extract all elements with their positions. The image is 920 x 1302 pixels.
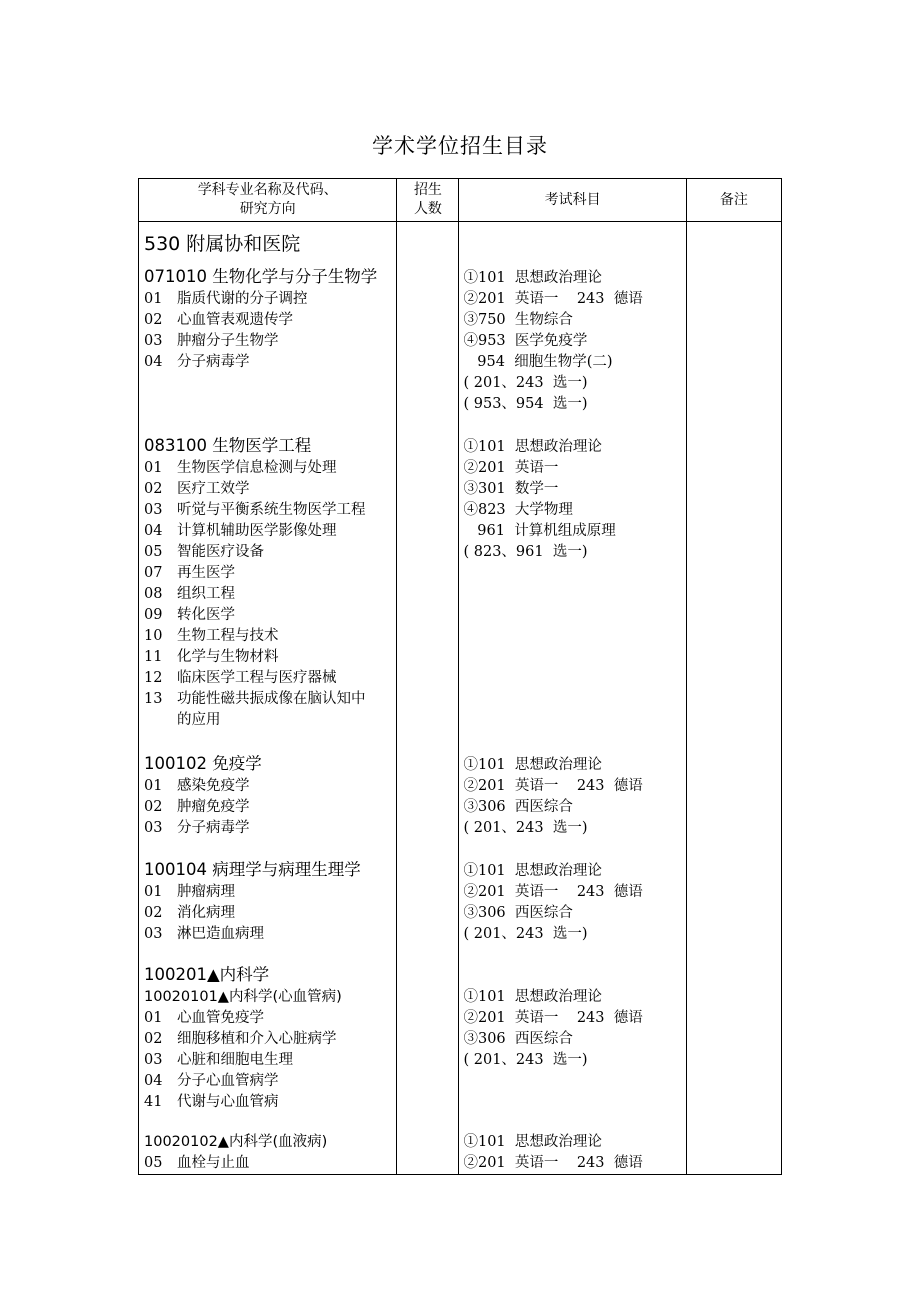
header-major-line2: 研究方向 (239, 201, 296, 217)
direction-item: 12 临床医学工程与医疗器械 (144, 670, 337, 686)
exam-line: ①101 思想政治理论 (463, 1134, 602, 1150)
header-quota (397, 179, 459, 222)
exam-line: ①101 思想政治理论 (463, 439, 602, 455)
direction-item: 05 血栓与止血 (144, 1155, 250, 1171)
major-title: 100102 免疫学 (144, 754, 262, 773)
direction-item: 03 分子病毒学 (144, 820, 250, 836)
exam-line: 961 计算机组成原理 (463, 523, 616, 539)
exam-line: ②201 英语一 (463, 460, 559, 476)
remarks-cell (686, 222, 781, 1175)
exams-cell (459, 222, 686, 1175)
direction-item: 08 组织工程 (144, 586, 235, 602)
sub-major-title: 10020102▲内科学(血液病) (144, 1134, 328, 1150)
direction-item: 01 肿瘤病理 (144, 884, 235, 900)
exam-line: ( 201、243 选一) (463, 926, 588, 942)
direction-item: 07 再生医学 (144, 565, 235, 581)
exam-line: ①101 思想政治理论 (463, 863, 602, 879)
major-title: 100201▲内科学 (144, 965, 270, 984)
header-quota-line2: 人数 (413, 201, 442, 217)
exam-line: ( 823、961 选一) (463, 544, 588, 560)
major-title: 083100 生物医学工程 (144, 436, 312, 455)
exam-line: ③306 西医综合 (463, 799, 573, 815)
direction-item: 01 心血管免疫学 (144, 1010, 264, 1026)
direction-item: 02 细胞移植和介入心脏病学 (144, 1031, 337, 1047)
table-header-row (139, 179, 782, 222)
direction-item: 01 感染免疫学 (144, 778, 250, 794)
exam-line: ②201 英语一 243 德语 (463, 778, 643, 794)
exam-line: ( 953、954 选一) (463, 396, 588, 412)
direction-item: 05 智能医疗设备 (144, 544, 264, 560)
header-major (139, 179, 397, 222)
exam-line: ②201 英语一 243 德语 (463, 1010, 643, 1026)
direction-item: 04 计算机辅助医学影像处理 (144, 523, 337, 539)
exam-line: 954 细胞生物学(二) (463, 354, 613, 370)
direction-item: 02 消化病理 (144, 905, 235, 921)
page-title: 学术学位招生目录 (372, 134, 548, 158)
direction-item: 03 淋巴造血病理 (144, 926, 264, 942)
header-major-line1: 学科专业名称及代码、 (197, 182, 338, 198)
header-exams: 考试科目 (459, 179, 686, 222)
major-cell (139, 222, 397, 1175)
direction-item-continuation: 的应用 (177, 712, 221, 728)
catalog-table (138, 178, 782, 1175)
department-title: 530 附属协和医院 (144, 233, 301, 255)
major-title: 100104 病理学与病理生理学 (144, 860, 361, 879)
exam-line: ③306 西医综合 (463, 1031, 573, 1047)
exam-line: ②201 英语一 243 德语 (463, 291, 643, 307)
quota-cell (397, 222, 459, 1175)
exam-line: ( 201、243 选一) (463, 375, 588, 391)
direction-item: 02 医疗工效学 (144, 481, 250, 497)
direction-item: 04 分子病毒学 (144, 354, 250, 370)
table-body-row (139, 222, 782, 1175)
exam-line: ④823 大学物理 (463, 502, 573, 518)
direction-item: 13 功能性磁共振成像在脑认知中 (144, 691, 366, 707)
exam-line: ③750 生物综合 (463, 312, 573, 328)
exam-line: ( 201、243 选一) (463, 820, 588, 836)
sub-major-title: 10020101▲内科学(心血管病) (144, 989, 342, 1005)
exam-line: ③306 西医综合 (463, 905, 573, 921)
exam-line: ④953 医学免疫学 (463, 333, 588, 349)
header-quota-line1: 招生 (413, 182, 442, 198)
direction-item: 41 代谢与心血管病 (144, 1094, 279, 1110)
exam-line: ①101 思想政治理论 (463, 989, 602, 1005)
direction-item: 01 生物医学信息检测与处理 (144, 460, 337, 476)
header-remarks: 备注 (686, 179, 781, 222)
direction-item: 11 化学与生物材料 (144, 649, 279, 665)
direction-item: 02 肿瘤免疫学 (144, 799, 250, 815)
exam-line: ②201 英语一 243 德语 (463, 884, 643, 900)
exam-line: ③301 数学一 (463, 481, 559, 497)
direction-item: 01 脂质代谢的分子调控 (144, 291, 308, 307)
direction-item: 03 心脏和细胞电生理 (144, 1052, 293, 1068)
exam-line: ①101 思想政治理论 (463, 270, 602, 286)
exam-line: ②201 英语一 243 德语 (463, 1155, 643, 1171)
exam-line: ①101 思想政治理论 (463, 757, 602, 773)
major-title: 071010 生物化学与分子生物学 (144, 267, 378, 286)
exam-line: ( 201、243 选一) (463, 1052, 588, 1068)
direction-item: 04 分子心血管病学 (144, 1073, 279, 1089)
direction-item: 03 肿瘤分子生物学 (144, 333, 279, 349)
direction-item: 03 听觉与平衡系统生物医学工程 (144, 502, 366, 518)
direction-item: 09 转化医学 (144, 607, 235, 623)
direction-item: 10 生物工程与技术 (144, 628, 279, 644)
direction-item: 02 心血管表观遗传学 (144, 312, 293, 328)
